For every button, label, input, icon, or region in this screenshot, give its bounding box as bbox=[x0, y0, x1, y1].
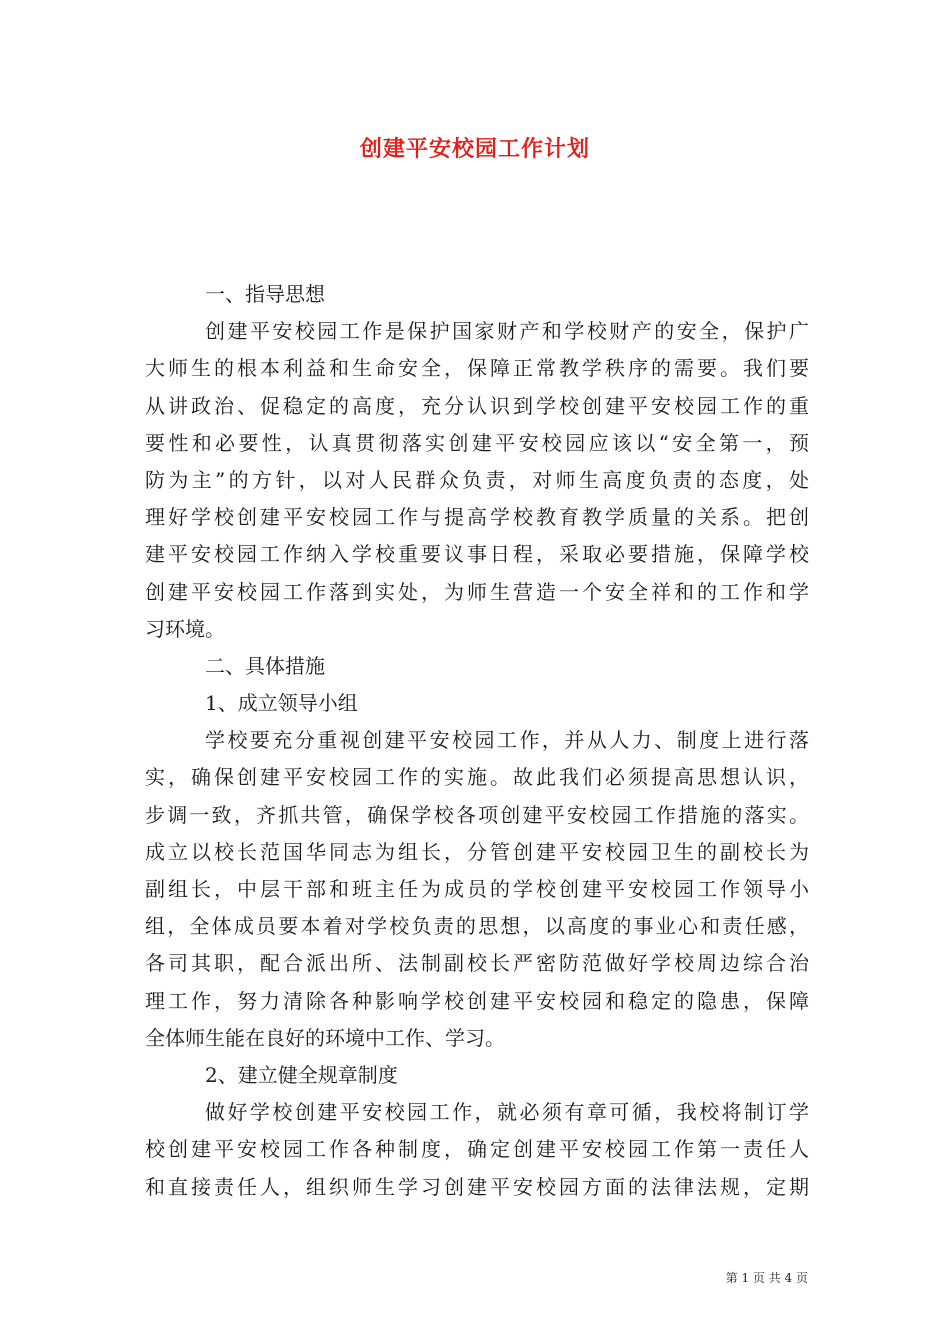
page-title: 创建平安校园工作计划 bbox=[359, 136, 590, 162]
text-line: 学校要充分重视创建平安校园工作，并从人力、制度上进行落 bbox=[205, 728, 809, 753]
text-line: 二、具体措施 bbox=[205, 653, 325, 678]
page-number-footer: 第 1 页 共 4 页 bbox=[725, 1271, 808, 1285]
text-line: 副组长，中层干部和班主任为成员的学校创建平安校园工作领导小 bbox=[145, 877, 809, 901]
document-body bbox=[145, 276, 809, 1206]
text-line: 要性和必要性，认真贯彻落实创建平安校园应该以“安全第一，预 bbox=[145, 430, 809, 455]
text-line: 成立以校长范国华同志为组长，分管创建平安校园卫生的副校长为 bbox=[145, 839, 809, 864]
text-line: 建平安校园工作纳入学校重要议事日程，采取必要措施，保障学校 bbox=[145, 542, 809, 567]
text-line: 理工作，努力清除各种影响学校创建平安校园和稳定的隐患，保障 bbox=[145, 988, 809, 1013]
text-line: 组，全体成员要本着对学校负责的思想，以高度的事业心和责任感， bbox=[145, 914, 809, 939]
text-line: 各司其职，配合派出所、法制副校长严密防范做好学校周边综合治 bbox=[145, 951, 809, 976]
text-line: 创建平安校园工作落到实处，为师生营造一个安全祥和的工作和学 bbox=[145, 579, 809, 604]
text-line: 步调一致，齐抓共管，确保学校各项创建平安校园工作措施的落实。 bbox=[145, 802, 809, 827]
text-line: 全体师生能在良好的环境中工作、学习。 bbox=[145, 1025, 505, 1050]
text-line: 实，确保创建平安校园工作的实施。故此我们必须提高思想认识， bbox=[145, 765, 809, 790]
text-line: 1、成立领导小组 bbox=[205, 691, 358, 716]
text-line: 创建平安校园工作是保护国家财产和学校财产的安全，保护广 bbox=[205, 319, 809, 344]
text-line: 从讲政治、促稳定的高度，充分认识到学校创建平安校园工作的重 bbox=[145, 393, 809, 418]
text-line: 习环境。 bbox=[145, 616, 225, 641]
text-line: 校创建平安校园工作各种制度，确定创建平安校园工作第一责任人 bbox=[145, 1137, 809, 1162]
text-line: 2、建立健全规章制度 bbox=[205, 1062, 398, 1087]
text-line: 和直接责任人，组织师生学习创建平安校园方面的法律法规，定期 bbox=[145, 1174, 809, 1199]
text-line: 理好学校创建平安校园工作与提高学校教育教学质量的关系。把创 bbox=[145, 505, 809, 530]
text-line: 大师生的根本利益和生命安全，保障正常教学秩序的需要。我们要 bbox=[145, 356, 809, 381]
text-line: 防为主”的方针，以对人民群众负责，对师生高度负责的态度，处 bbox=[145, 467, 809, 492]
text-line: 做好学校创建平安校园工作，就必须有章可循，我校将制订学 bbox=[205, 1100, 809, 1125]
text-line: 一、指导思想 bbox=[205, 282, 325, 306]
